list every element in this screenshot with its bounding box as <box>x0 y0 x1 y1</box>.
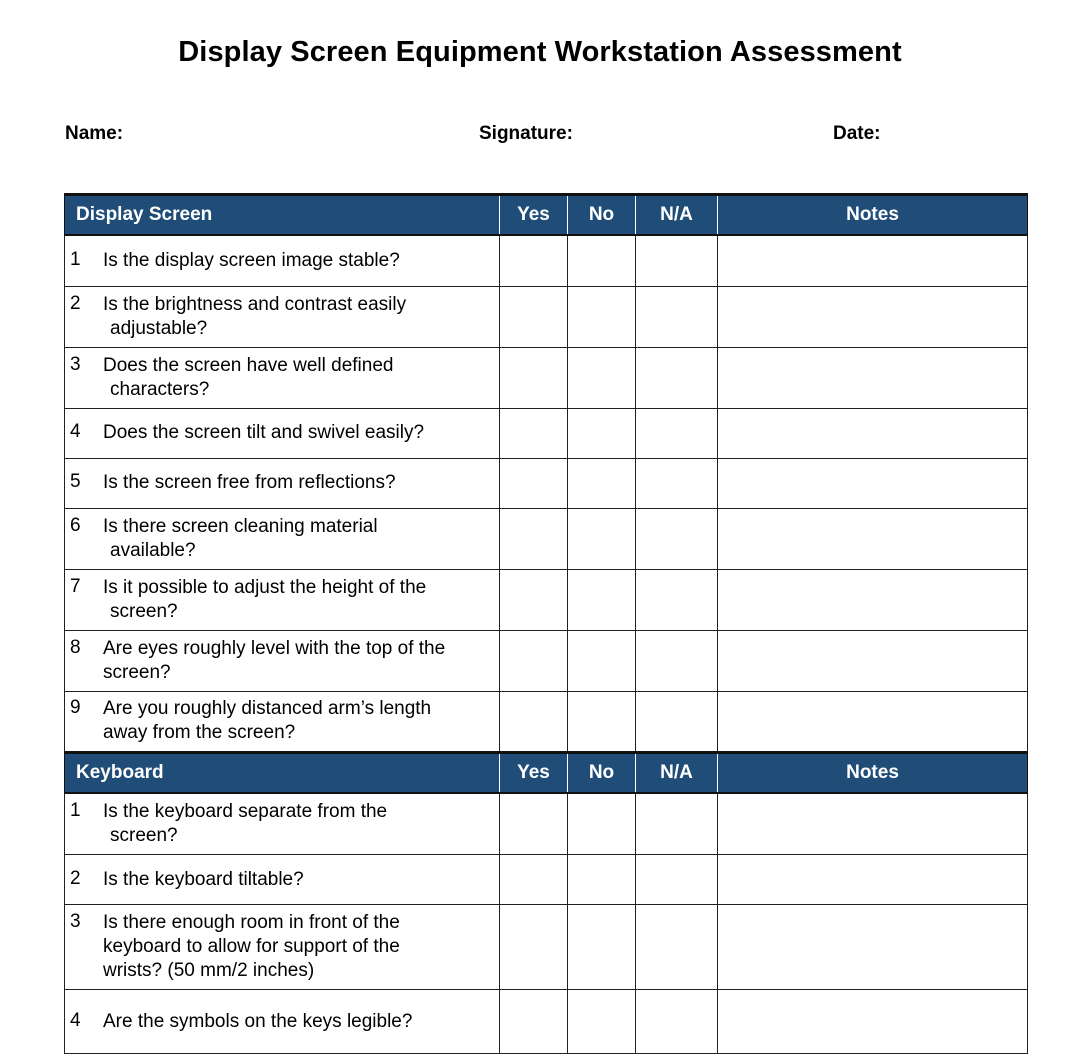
question-line: Is the keyboard tiltable? <box>103 868 304 890</box>
no-answer-cell[interactable] <box>568 347 636 408</box>
yes-answer-cell[interactable] <box>500 569 568 630</box>
question-row <box>65 630 1028 691</box>
question-text <box>103 354 495 402</box>
question-row <box>65 990 1028 1054</box>
question-line: Is the screen free from reflections? <box>103 472 396 493</box>
notes-answer-cell[interactable] <box>718 905 1028 990</box>
column-header-no: No <box>568 752 636 793</box>
question-number: 7 <box>70 575 81 597</box>
question-line: Are eyes roughly level with the top of the <box>103 637 446 659</box>
question-number: 4 <box>70 1009 81 1031</box>
question-line: Is the keyboard separate from the <box>103 800 388 822</box>
question <box>65 868 499 892</box>
question-line: screen? <box>103 661 171 683</box>
na-answer-cell[interactable] <box>636 691 718 752</box>
question-line: Is the brightness and contrast easily <box>103 293 407 315</box>
question-cell <box>65 793 500 855</box>
notes-answer-cell[interactable] <box>718 569 1028 630</box>
question-text <box>103 911 495 983</box>
document-title: Display Screen Equipment Workstation Assessment <box>178 36 902 68</box>
na-answer-cell[interactable] <box>636 408 718 458</box>
section-title: Keyboard <box>65 752 500 793</box>
question <box>65 471 499 495</box>
question-row <box>65 793 1028 855</box>
question-number: 5 <box>70 471 81 492</box>
yes-answer-cell[interactable] <box>500 347 568 408</box>
question-number: 9 <box>70 697 81 718</box>
question-line: available? <box>110 539 196 561</box>
question-line: Is there screen cleaning material <box>103 515 378 537</box>
question-line: Is there enough room in front of the <box>103 912 400 933</box>
question-cell <box>65 408 500 458</box>
question-cell <box>65 691 500 752</box>
na-answer-cell[interactable] <box>636 235 718 286</box>
question-cell <box>65 569 500 630</box>
question-text <box>103 293 495 341</box>
question-line: Does the screen have well defined <box>103 354 394 376</box>
no-answer-cell[interactable] <box>568 408 636 458</box>
question-cell <box>65 855 500 905</box>
question <box>65 1010 499 1034</box>
question-line: Is the display screen image stable? <box>103 249 400 271</box>
question-text <box>103 471 495 495</box>
question-cell <box>65 286 500 347</box>
question-row <box>65 286 1028 347</box>
question-number: 3 <box>70 911 81 932</box>
question-cell <box>65 630 500 691</box>
question-line: Does the screen tilt and swivel easily? <box>103 422 425 443</box>
question-row <box>65 408 1028 458</box>
column-header-notes: Notes <box>718 195 1028 236</box>
yes-answer-cell[interactable] <box>500 408 568 458</box>
yes-answer-cell[interactable] <box>500 286 568 347</box>
question-row <box>65 905 1028 990</box>
column-header-no: No <box>568 195 636 236</box>
question-text <box>103 515 495 563</box>
question-row <box>65 508 1028 569</box>
question-cell <box>65 347 500 408</box>
na-answer-cell[interactable] <box>636 508 718 569</box>
question-row <box>65 235 1028 286</box>
question <box>65 576 499 624</box>
question <box>65 293 499 341</box>
no-answer-cell[interactable] <box>568 691 636 752</box>
na-answer-cell[interactable] <box>636 990 718 1054</box>
yes-answer-cell[interactable] <box>500 990 568 1054</box>
question-row <box>65 458 1028 508</box>
question-line: keyboard to allow for support of the <box>103 936 400 957</box>
question-row <box>65 691 1028 752</box>
no-answer-cell[interactable] <box>568 905 636 990</box>
question-number: 2 <box>70 292 81 314</box>
no-answer-cell[interactable] <box>568 855 636 905</box>
question-line: Is it possible to adjust the height of the <box>103 576 427 598</box>
question-text <box>103 249 495 273</box>
na-answer-cell[interactable] <box>636 286 718 347</box>
question-text <box>103 637 495 685</box>
question-cell <box>65 990 500 1054</box>
no-answer-cell[interactable] <box>568 458 636 508</box>
column-header-yes: Yes <box>500 195 568 236</box>
yes-answer-cell[interactable] <box>500 630 568 691</box>
na-answer-cell[interactable] <box>636 630 718 691</box>
question-number: 3 <box>70 353 81 375</box>
no-answer-cell[interactable] <box>568 990 636 1054</box>
column-header-na: N/A <box>636 195 718 236</box>
question-text <box>103 576 495 624</box>
yes-answer-cell[interactable] <box>500 508 568 569</box>
question-text <box>103 800 495 848</box>
na-answer-cell[interactable] <box>636 793 718 855</box>
question-line: characters? <box>110 378 210 400</box>
na-answer-cell[interactable] <box>636 458 718 508</box>
yes-answer-cell[interactable] <box>500 793 568 855</box>
yes-answer-cell[interactable] <box>500 855 568 905</box>
question-text <box>103 1010 495 1034</box>
notes-answer-cell[interactable] <box>718 630 1028 691</box>
no-answer-cell[interactable] <box>568 286 636 347</box>
question-cell <box>65 905 500 990</box>
name-label: Name: <box>65 123 124 144</box>
question <box>65 911 499 983</box>
assessment-table <box>64 193 1028 1054</box>
question-line: adjustable? <box>110 317 208 339</box>
question-cell <box>65 458 500 508</box>
question-line: Are the symbols on the keys legible? <box>103 1010 413 1032</box>
signature-label: Signature: <box>479 123 573 144</box>
yes-answer-cell[interactable] <box>500 458 568 508</box>
question-cell <box>65 508 500 569</box>
question-line: screen? <box>110 824 178 846</box>
notes-answer-cell[interactable] <box>718 855 1028 905</box>
question-text <box>103 421 495 445</box>
notes-answer-cell[interactable] <box>718 508 1028 569</box>
notes-answer-cell[interactable] <box>718 793 1028 855</box>
question <box>65 515 499 563</box>
notes-answer-cell[interactable] <box>718 347 1028 408</box>
notes-answer-cell[interactable] <box>718 691 1028 752</box>
column-header-notes: Notes <box>718 752 1028 793</box>
column-header-yes: Yes <box>500 752 568 793</box>
yes-answer-cell[interactable] <box>500 235 568 286</box>
question <box>65 249 499 273</box>
question <box>65 800 499 848</box>
section-header <box>65 195 1028 236</box>
date-label: Date: <box>833 123 881 144</box>
question <box>65 637 499 685</box>
question <box>65 421 499 445</box>
no-answer-cell[interactable] <box>568 793 636 855</box>
notes-answer-cell[interactable] <box>718 408 1028 458</box>
question-line: away from the screen? <box>103 722 296 743</box>
no-answer-cell[interactable] <box>568 569 636 630</box>
question-line: screen? <box>110 600 178 622</box>
question-number: 6 <box>70 514 81 536</box>
na-answer-cell[interactable] <box>636 569 718 630</box>
question-line: Are you roughly distanced arm’s length <box>103 698 432 719</box>
no-answer-cell[interactable] <box>568 235 636 286</box>
notes-answer-cell[interactable] <box>718 235 1028 286</box>
question-row <box>65 569 1028 630</box>
question-number: 1 <box>70 799 81 821</box>
na-answer-cell[interactable] <box>636 905 718 990</box>
column-header-na: N/A <box>636 752 718 793</box>
notes-answer-cell[interactable] <box>718 458 1028 508</box>
yes-answer-cell[interactable] <box>500 691 568 752</box>
question-number: 4 <box>70 421 81 442</box>
question-number: 8 <box>70 636 81 658</box>
no-answer-cell[interactable] <box>568 630 636 691</box>
question-line: wrists? (50 mm/2 inches) <box>103 960 315 981</box>
question-text <box>103 868 495 892</box>
question-cell <box>65 235 500 286</box>
na-answer-cell[interactable] <box>636 855 718 905</box>
question-number: 2 <box>70 867 81 889</box>
question-number: 1 <box>70 248 81 270</box>
question-text <box>103 697 495 745</box>
question-row <box>65 855 1028 905</box>
section-title: Display Screen <box>65 195 500 236</box>
question <box>65 697 499 745</box>
notes-answer-cell[interactable] <box>718 990 1028 1054</box>
notes-answer-cell[interactable] <box>718 286 1028 347</box>
question-row <box>65 347 1028 408</box>
section-header <box>65 752 1028 793</box>
no-answer-cell[interactable] <box>568 508 636 569</box>
question <box>65 354 499 402</box>
na-answer-cell[interactable] <box>636 347 718 408</box>
yes-answer-cell[interactable] <box>500 905 568 990</box>
